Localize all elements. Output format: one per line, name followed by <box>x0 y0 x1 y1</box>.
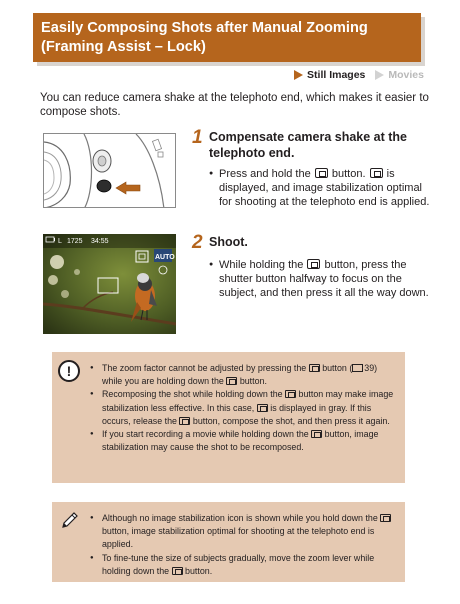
framing-assist-lock-icon <box>370 168 383 178</box>
caution-item-3-a: If you start recording a movie while holding down the <box>102 429 309 440</box>
screen-mode: AUTO <box>155 254 175 261</box>
caution-item-1-b: button ( <box>322 363 353 373</box>
framing-assist-lock-icon <box>311 430 322 438</box>
camera-button-diagram <box>43 133 176 208</box>
caution-item <box>90 428 395 454</box>
caution-box <box>52 352 405 483</box>
caution-item-1-c: ) while you are holding down the <box>102 363 378 387</box>
mode-indicator <box>294 69 424 81</box>
page-title-line2: (Framing Assist – Lock) <box>41 39 206 55</box>
mode-still-images <box>294 69 365 81</box>
caution-item-2-c: is displayed in gray. If this occurs, release the <box>102 402 372 426</box>
triangle-icon <box>375 70 384 80</box>
caution-item-2-a: Recomposing the shot while holding down the <box>102 389 283 400</box>
framing-assist-lock-icon <box>257 404 268 412</box>
step-1-title-line1: Compensate camera shake at the <box>209 130 408 144</box>
framing-assist-lock-icon <box>285 390 296 398</box>
note-item-2-a: To fine-tune the size of subjects gradually, move the zoom lever while holding down the <box>102 552 375 576</box>
caution-item-2-d: button, compose the shot, and then press it again. <box>192 415 390 426</box>
caution-item-1-d: button. <box>239 376 267 387</box>
framing-assist-lock-icon <box>179 417 190 425</box>
caution-item <box>90 388 395 428</box>
intro-line1: You can reduce camera shake at the telephoto end, which makes it easier <box>40 92 417 104</box>
caution-item <box>90 362 395 388</box>
step-1-bullet-text-a: Press and hold the <box>219 168 311 180</box>
framing-assist-lock-icon <box>380 514 391 522</box>
note-box <box>52 502 405 582</box>
screen-time: 34:55 <box>91 238 109 245</box>
step-2 <box>192 234 432 300</box>
caution-item-3-b: button, image stabilization may cause the shot to be recomposed. <box>102 429 379 453</box>
mode-movies-label: Movies <box>388 69 424 81</box>
framing-assist-lock-icon <box>226 377 237 385</box>
step-2-bullet-text-b: button, press the shutter button halfway to focus on the subject, and then press it all the way down. <box>219 259 429 299</box>
step-1-title-line2: telephoto end. <box>209 146 295 160</box>
step-2-bullet-text-a: While holding the <box>219 259 304 271</box>
intro-text <box>40 91 430 119</box>
caution-item-1-ref: 39 <box>364 363 375 373</box>
page-title <box>33 13 421 62</box>
framing-assist-lock-icon <box>307 259 320 269</box>
step-2-bullet <box>209 258 432 300</box>
step-1 <box>192 129 432 209</box>
caution-item-1-a: The zoom factor cannot be adjusted by pressing the <box>102 363 307 373</box>
note-item-2-b: button. <box>185 565 213 576</box>
mode-movies <box>375 69 424 81</box>
step-1-bullet-text-b: button. <box>331 168 366 180</box>
screen-shots: 1725 <box>67 238 83 245</box>
step-1-number: 1 <box>192 127 203 148</box>
step-2-number: 2 <box>192 232 203 253</box>
framing-assist-lock-icon <box>172 567 183 575</box>
page-title-line1: Easily Composing Shots after Manual Zooming <box>41 20 368 36</box>
camera-lens-illustration <box>44 134 176 208</box>
step-1-title <box>209 129 432 161</box>
step-1-bullet-text-c: is displayed, and image stabilization optimal for shooting at the telephoto end is applied. <box>219 168 430 208</box>
caution-item-2-b: button may make image stabilization less effective. In this case, <box>102 389 394 413</box>
bird-photo-illustration <box>43 234 176 334</box>
screen-size: L <box>58 238 62 245</box>
note-item-1-a: Although no image stabilization icon is shown while you hold down the <box>102 513 378 523</box>
note-item <box>90 552 395 578</box>
triangle-icon <box>294 70 303 80</box>
framing-assist-lock-icon <box>315 168 328 178</box>
caution-icon: ! <box>58 360 80 382</box>
pencil-icon <box>60 510 80 530</box>
camera-screen-photo <box>43 234 176 334</box>
intro-line2: to compose shots. <box>40 92 429 118</box>
mode-still-images-label: Still Images <box>307 69 366 81</box>
step-1-bullet <box>209 167 432 209</box>
zoom-button-icon <box>309 364 320 372</box>
note-item <box>90 512 395 552</box>
note-item-1-b: button, image stabilization optimal for shooting at the telephoto end is applied. <box>102 526 375 550</box>
step-2-title: Shoot. <box>209 235 248 249</box>
book-icon <box>352 364 363 372</box>
